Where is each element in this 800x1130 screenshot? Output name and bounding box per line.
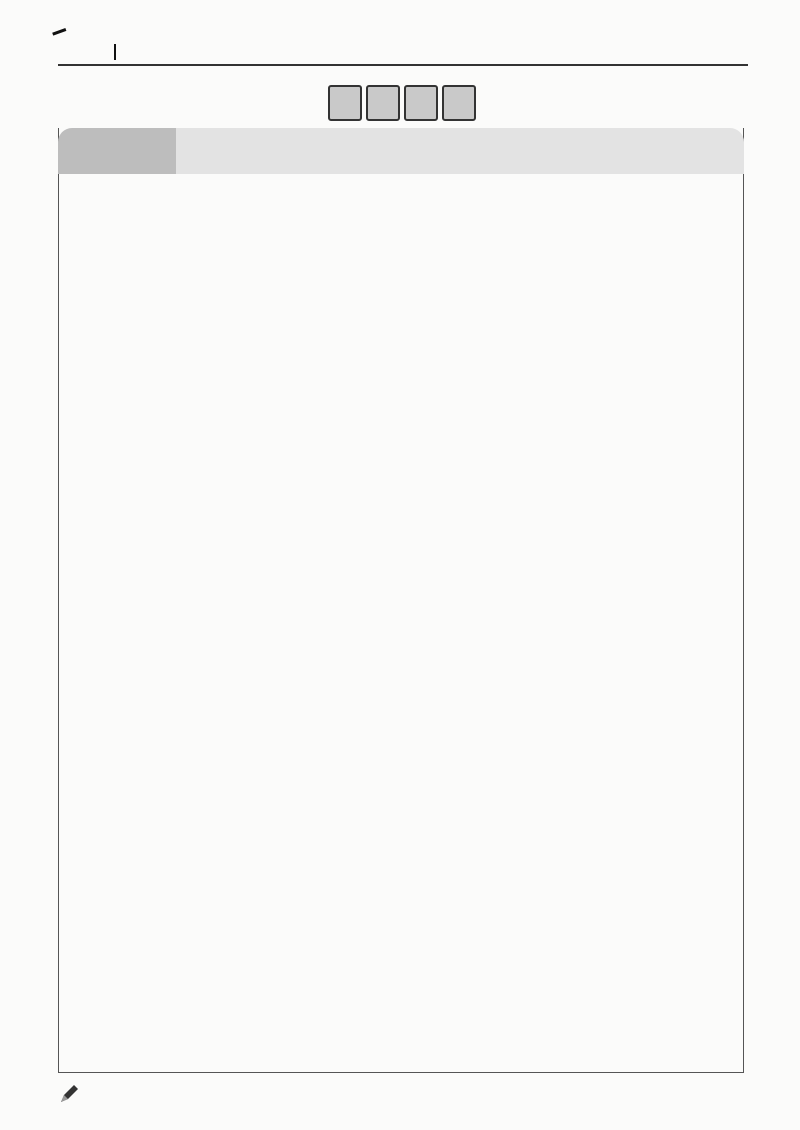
page-title — [328, 85, 476, 121]
header-divider — [114, 44, 116, 60]
title-char — [328, 85, 362, 121]
square-icon — [700, 53, 709, 62]
template-table — [58, 128, 744, 1073]
pencil-icon — [58, 1083, 80, 1105]
cap-icon — [52, 28, 70, 45]
title-char — [404, 85, 438, 121]
column-header-method — [176, 128, 744, 174]
square-icon — [724, 53, 733, 62]
title-char — [366, 85, 400, 121]
page-header — [58, 36, 748, 72]
square-icon — [712, 53, 721, 62]
table-header — [59, 128, 743, 174]
title-char — [442, 85, 476, 121]
column-header-topic — [58, 128, 176, 174]
header-rule — [58, 64, 748, 66]
